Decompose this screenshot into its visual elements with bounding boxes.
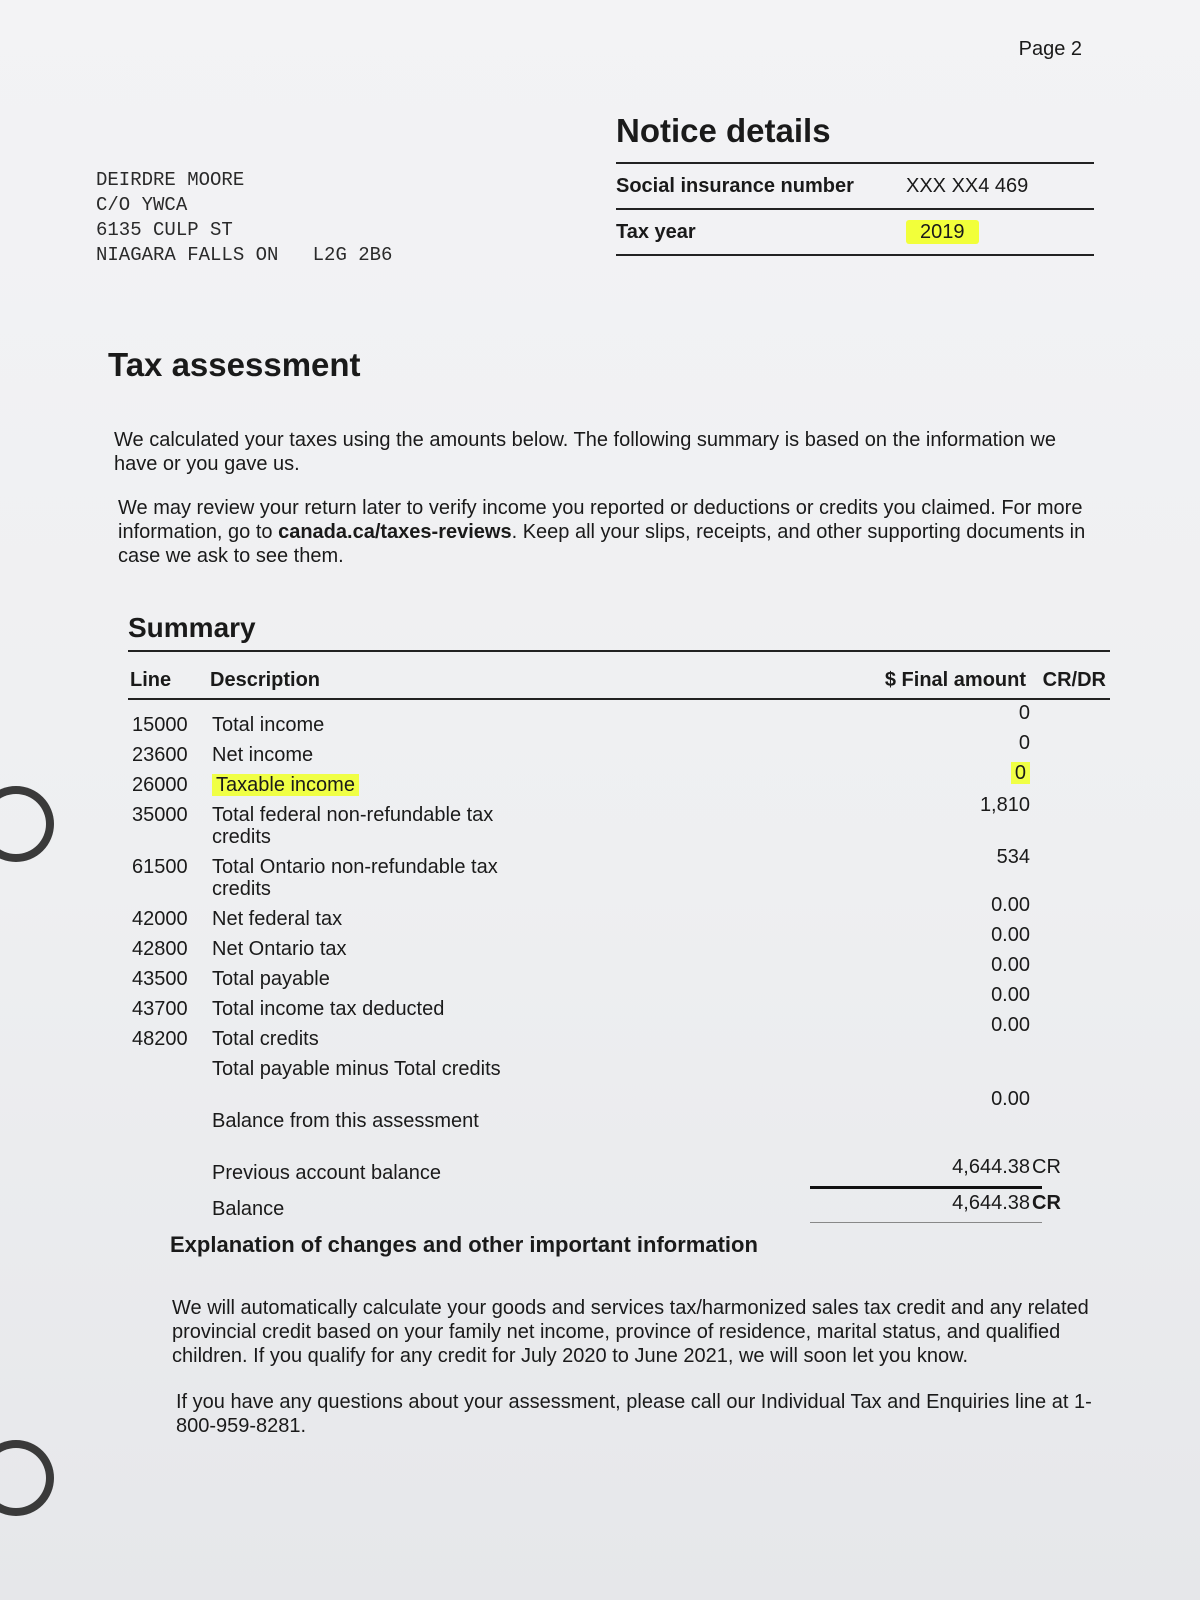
assessment-intro: We calculated your taxes using the amounts below. The following summary is based on the information we have or you gave us. bbox=[114, 429, 1056, 475]
row-description: Balance bbox=[212, 1198, 285, 1220]
row-line-number: 23600 bbox=[132, 744, 188, 766]
row-description: Total federal non-refundable tax credits bbox=[212, 804, 494, 848]
row-line-number: 42800 bbox=[132, 938, 188, 960]
summary-section bbox=[128, 612, 1110, 1260]
row-description: Total income bbox=[212, 714, 325, 736]
row-line-number: 48200 bbox=[132, 1028, 188, 1050]
row-description: Net income bbox=[212, 744, 314, 766]
col-crdr: CR/DR bbox=[1042, 669, 1106, 691]
col-line: Line bbox=[130, 669, 172, 691]
explanation-gst-note: We will automatically calculate your goods and services tax/harmonized sales tax credit and any related provincial credit based on your family net income, province of residence, marital status, and qualified children. If you qualify for any credit for July 2020 to June 2021, we will soon let you know. bbox=[172, 1297, 1089, 1367]
row-description: Total payable minus Total credits bbox=[212, 1058, 501, 1080]
col-final-amount: $ Final amount bbox=[884, 669, 1026, 691]
row-line-number: 42000 bbox=[132, 908, 188, 930]
summary-title: Summary bbox=[128, 612, 1110, 652]
row-amount: 0 bbox=[1018, 702, 1030, 724]
balance-underline bbox=[810, 1222, 1042, 1223]
tax-year-label: Tax year bbox=[616, 220, 696, 243]
assessment-review-note bbox=[118, 496, 1108, 568]
row-amount: 0.00 bbox=[991, 924, 1030, 946]
page-number: Page 2 bbox=[1018, 38, 1082, 60]
sin-row bbox=[616, 164, 1094, 210]
review-text-a: We may review your return later to verify income you reported or deductions or credits you claimed. For more information, go to bbox=[118, 497, 1083, 543]
col-description: Description bbox=[210, 669, 321, 691]
sin-value: XXX XX4 469 bbox=[906, 174, 1029, 197]
explanation-title: Explanation of changes and other important information bbox=[170, 1232, 758, 1257]
row-description: Net federal tax bbox=[212, 908, 343, 930]
row-line-number: 35000 bbox=[132, 804, 188, 826]
binder-ring-bottom bbox=[0, 1440, 54, 1516]
sin-label: Social insurance number bbox=[616, 174, 854, 197]
notice-details-title: Notice details bbox=[616, 112, 831, 149]
summary-header bbox=[128, 652, 1110, 700]
row-crdr: CR bbox=[1032, 1192, 1061, 1214]
row-line-number: 26000 bbox=[132, 774, 188, 796]
tax-year-value: 2019 bbox=[906, 220, 979, 244]
row-description: Total credits bbox=[212, 1028, 319, 1050]
row-line-number: 43700 bbox=[132, 998, 188, 1020]
explanation-contact-note: If you have any questions about your assessment, please call our Individual Tax and Enquiries line at 1-800-959-8281. bbox=[176, 1391, 1092, 1437]
row-line-number: 43500 bbox=[132, 968, 188, 990]
row-description: Net Ontario tax bbox=[212, 938, 347, 960]
notice-details bbox=[616, 112, 1094, 256]
row-amount: 4,644.38 bbox=[952, 1156, 1030, 1178]
total-underline bbox=[810, 1186, 1042, 1189]
row-amount: 4,644.38 bbox=[952, 1192, 1030, 1214]
tax-year-row bbox=[616, 210, 1094, 256]
row-amount: 0.00 bbox=[991, 1014, 1030, 1036]
row-amount: 534 bbox=[996, 846, 1030, 868]
mailing-address bbox=[96, 168, 392, 268]
row-line-number: 15000 bbox=[132, 714, 188, 736]
row-description-highlighted: Taxable income bbox=[212, 774, 359, 796]
address-line-2: C/O YWCA bbox=[96, 194, 188, 216]
address-line-3: 6135 CULP ST bbox=[96, 219, 233, 241]
address-line-4: NIAGARA FALLS ON L2G 2B6 bbox=[96, 244, 393, 266]
row-crdr: CR bbox=[1032, 1156, 1061, 1178]
review-text-b: . Keep all your slips, receipts, and other supporting documents in case we ask to see them. bbox=[118, 521, 1086, 567]
row-amount: 0.00 bbox=[991, 1088, 1030, 1110]
row-amount: 0.00 bbox=[991, 894, 1030, 916]
address-line-1: DEIRDRE MOORE bbox=[96, 169, 245, 191]
row-amount-highlighted: 0 bbox=[1011, 762, 1030, 784]
row-amount: 0.00 bbox=[991, 984, 1030, 1006]
row-amount: 0 bbox=[1018, 732, 1030, 754]
tax-assessment-title: Tax assessment bbox=[108, 346, 361, 383]
row-description: Total payable bbox=[212, 968, 330, 990]
row-description: Total income tax deducted bbox=[212, 998, 445, 1020]
row-description: Total Ontario non-refundable tax credits bbox=[212, 856, 498, 900]
binder-ring-top bbox=[0, 786, 54, 862]
row-description: Balance from this assessment bbox=[212, 1110, 479, 1132]
row-line-number: 61500 bbox=[132, 856, 188, 878]
summary-table bbox=[128, 700, 1110, 1260]
row-description: Previous account balance bbox=[212, 1162, 442, 1184]
row-amount: 1,810 bbox=[979, 794, 1030, 816]
reviews-link[interactable]: canada.ca/taxes-reviews bbox=[278, 521, 512, 543]
row-amount: 0.00 bbox=[991, 954, 1030, 976]
